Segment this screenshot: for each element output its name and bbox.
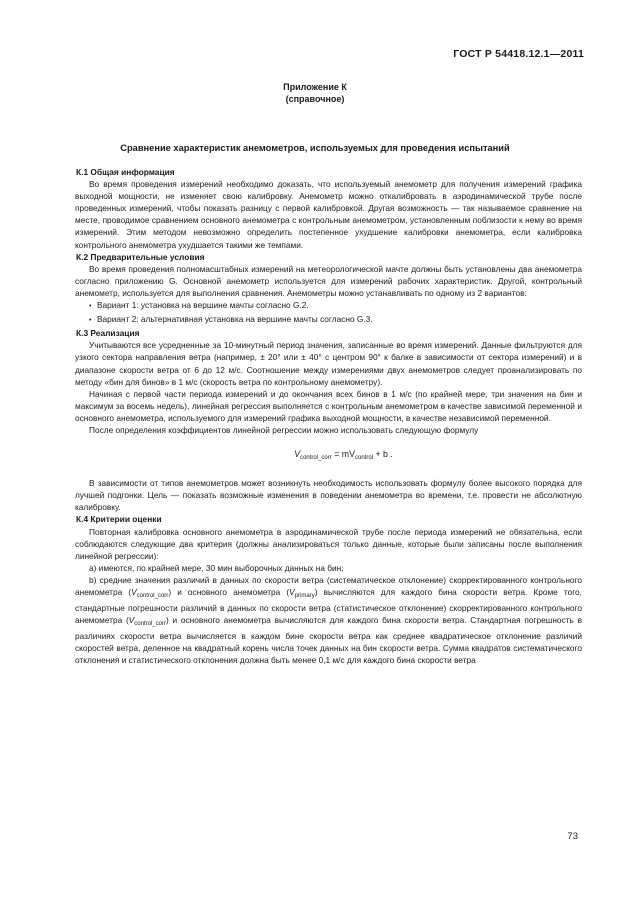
- criterion-b: b) средние значения различий в данных по скорости ветра (систематическое отклонение) скорректированного контрольного анемометра $(V_{control\_corr})$ и основного анемометра $(V_{primary})$ вычисляются для каждого бина скорости ветра. Кроме того, стандартные погрешности различий в данных по скорости ветра (статистическое отклонение) скорректированного контрольного анемометра $(V_{control\_corr})$ и основного анемометра вычисляются для каждого бина скорости ветра. Стандартная погрешность в различиях скорости ветра вычисляется в каждом бине скорости ветра как среднее квадратическое отклонение различий скоростей ветра, деленное на квадратный корень числа точек данных на бин скорости ветра. Сумма квадратов систематического отклонения и статистического отклонения должна быть менее 0,1 м/с для каждого бина скорости ветра: [75, 574, 582, 666]
- standard-header: ГОСТ Р 54418.12.1—2011: [453, 48, 584, 60]
- paragraph-k2-1: Во время проведения полномасштабных измерений на метеорологической мачте должны быть установлены два анемометра согласно приложению G. Основной анемометр используется для измерений рабочих характеристик. Другой, контрольный анемометр, используется для выполнения сравнения. Анемометры можно устанавливать по одному из 2 вариантов:: [75, 263, 582, 298]
- paragraph-k3-2: Начиная с первой части периода измерений и до окончания всех бинов в 1 м/с (по крайней мере, три значения на бин и максимум за восемь недель), линейная регрессия выполняется с контрольным анемометром в качестве зависимой переменной и основного анемометра, используемого для измерений графика выходной мощности, в качестве независимой переменной.: [75, 388, 582, 423]
- appendix-title: [0, 81, 630, 105]
- appendix-type: (справочное): [285, 94, 345, 104]
- criterion-a: а) имеются, по крайней мере, 30 мин выборочных данных на бин;: [89, 562, 344, 573]
- appendix-label: Приложение К: [283, 82, 347, 92]
- regression-formula: $V_{control\_corr} = mV_{control} + b$ .: [294, 449, 393, 462]
- paragraph-k3-1: Учитываются все усредненные за 10-минутный период значения, записанные во время измерений. Данные фильтруются для узкого сектора направления ветра (например, ± 20° или ± 40° с центром 90° к балке в зависимости от сектора измерений) и в диапазоне скорости ветра от 6 до 12 м/с. Соотношение между измерениями двух анемометров следует проанализировать по методу «бин для бинов» в 1 м/с (скорость ветра по контрольному анемометру).: [75, 340, 582, 387]
- section-heading-k3: К.3 Реализация: [76, 328, 140, 339]
- document-title: Сравнение характеристик анемометров, используемых для проведения испытаний: [120, 143, 510, 153]
- paragraph-k1-1: Во время проведения измерений необходимо доказать, что используемый анемометр для получения измерений графика выходной мощности, не изменяет свою калибровку. Анемометр можно откалибровать в аэродинамической трубе после проведенных измерений, чтобы показать разницу с первой калибровкой. Другая возможность — так называемое сравнение на месте, проводимое сравнением основного анемометра с контрольным анемометром, установленным поблизости к нему во время измерений. Этим методом невозможно определить постепенное ухудшение калибровки анемометра, если калибровка контрольного анемометра ухудшается такими же темпами.: [75, 179, 582, 250]
- section-heading-k2: К.2 Предварительные условия: [76, 251, 205, 262]
- paragraph-k3-4: В зависимости от типов анемометров может возникнуть необходимость использовать формулу более высокого порядка для лучшей подгонки. Цель — показать возможные изменения в поведении анемометра во времени, т.е. провести не абсолютную калибровку.: [75, 478, 582, 513]
- document-body: [75, 166, 582, 667]
- section-heading-k4: К.4 Критерии оценки: [76, 514, 162, 525]
- list-item-variant-2: • Вариант 2: альтернативная установка на вершине мачты согласно G.3.: [75, 313, 582, 327]
- paragraph-k3-3: После определения коэффициентов линейной регрессии можно использовать следующую формулу: [89, 424, 479, 435]
- list-item-variant-1: • Вариант 1: установка на вершине мачты согласно G.2.: [75, 299, 582, 313]
- paragraph-k4-1: Повторная калибровка основного анемометра в аэродинамической трубе после периода измерений не обязательна, если соблюдаются следующие два критерия (должны анализироваться только данные, которые были записаны после выполнения линейной регрессии):: [75, 526, 582, 561]
- page-number: 73: [567, 831, 578, 842]
- section-heading-k1: К.1 Общая информация: [76, 167, 175, 177]
